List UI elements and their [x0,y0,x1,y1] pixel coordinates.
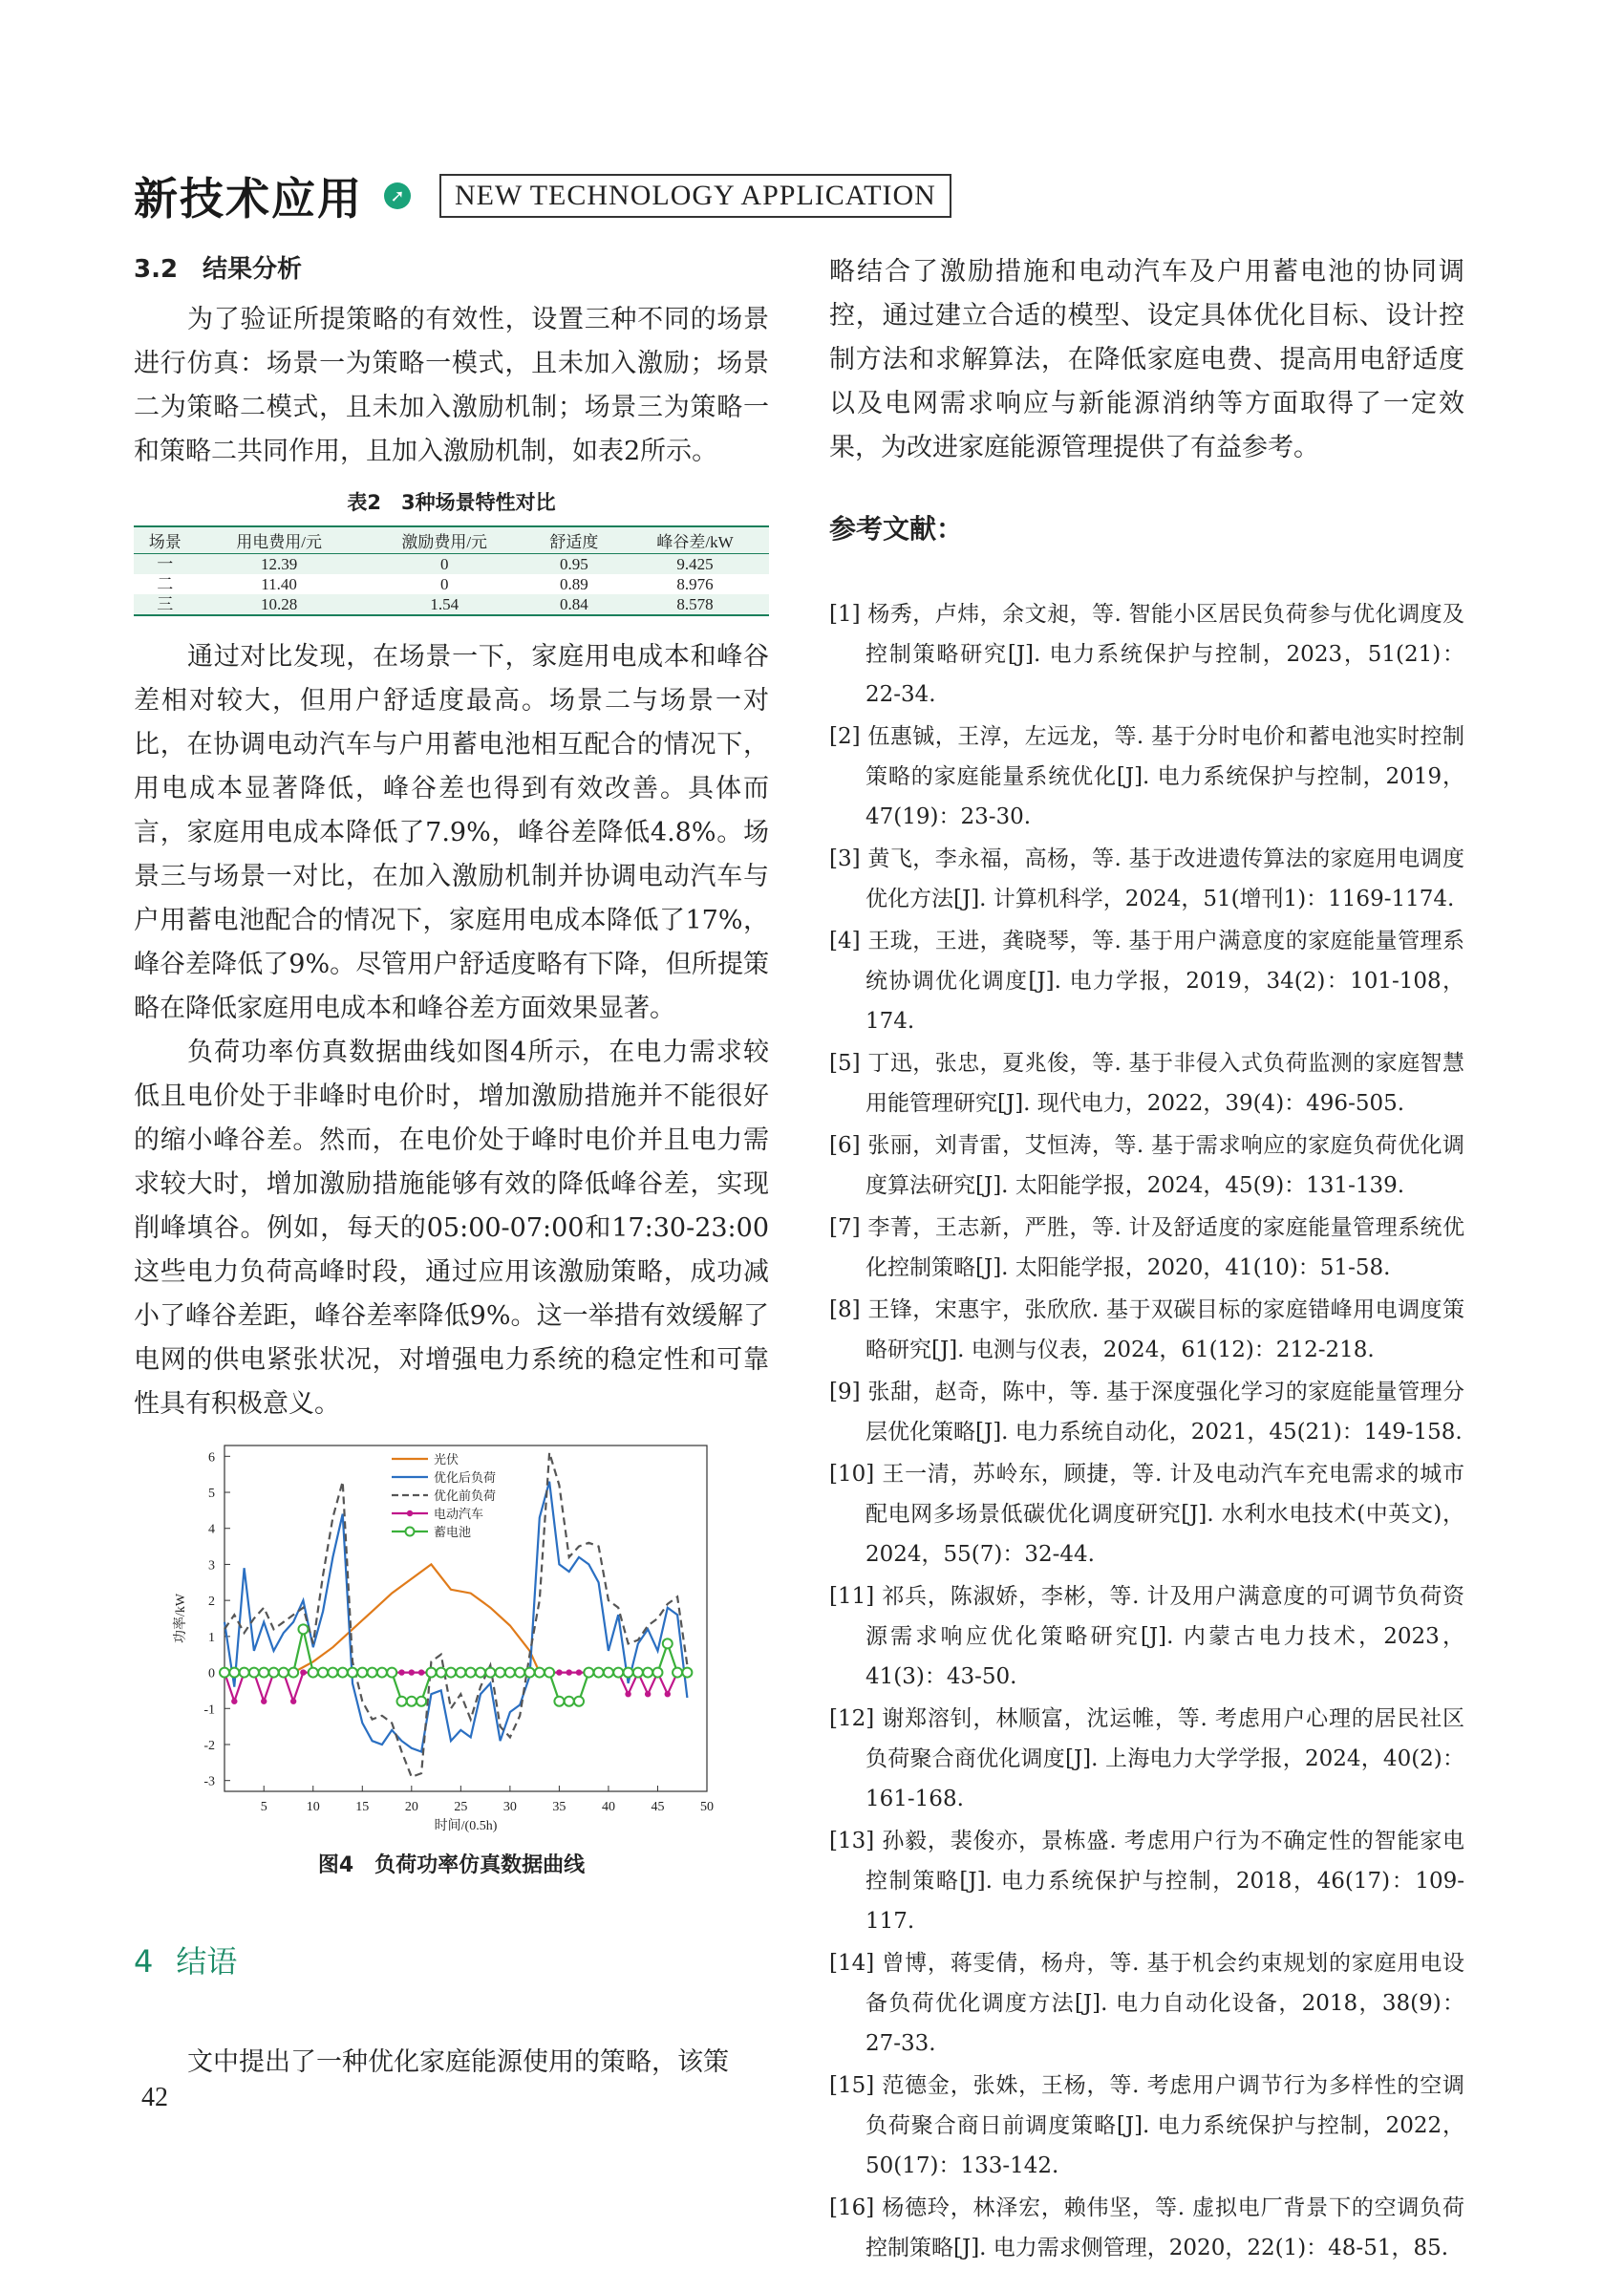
data-point [387,1668,396,1678]
data-point [261,1699,267,1704]
data-point [348,1668,357,1678]
legend-label: 优化前负荷 [434,1488,497,1503]
reference-item: [13] 孙毅，裴俊亦，景栋盛. 考虑用户行为不确定性的智能家电控制策略[J]. 电力系统保护与控制，2018，46(17)：109-117. [829,1829,1464,1934]
data-point [456,1668,465,1678]
y-tick-label: 2 [208,1595,215,1610]
data-point [318,1668,328,1678]
x-tick-label: 25 [454,1800,468,1814]
data-point [625,1691,630,1697]
table-cell: 二 [157,575,174,593]
data-point [566,1669,572,1675]
data-point [643,1668,652,1678]
data-point [584,1668,593,1678]
data-point [377,1668,387,1678]
right-column [829,250,1464,2270]
reference-item: [2] 伍惠铖，王淳，左远龙，等. 基于分时电价和蓄电池实时控制策略的家庭能量系统优化[J]. 电力系统保护与控制，2019，47(19)：23-30. [829,724,1464,829]
reference-item: [11] 祁兵，陈淑娇，李彬，等. 计及用户满意度的可调节负荷资源需求响应优化策略研究[J]. 内蒙古电力技术，2023，41(3)：43-50. [829,1584,1464,1689]
data-point [328,1668,337,1678]
reference-item: [3] 黄飞，李永福，高杨，等. 基于改进遗传算法的家庭用电调度优化方法[J]. 计算机科学，2024，51(增刊1)：1169-1174. [829,846,1464,911]
reference-item: [14] 曾博，蒋雯倩，杨舟，等. 基于机会约束规划的家庭用电设备负荷优化调度方法[J]. 电力自动化设备，2018，38(9)：27-33. [829,1951,1464,2056]
header [134,162,951,229]
data-point [407,1697,417,1706]
data-point [426,1668,436,1678]
data-point [576,1669,582,1675]
data-point [418,1669,424,1675]
paragraph: 通过对比发现，在场景一下，家庭用电成本和峰谷差相对较大，但用户舒适度最高。场景二与场景一对比，在协调电动汽车与户用蓄电池相互配合的情况下，用电成本显著降低，峰谷差也得到有效改善。具体而言，家庭用电成本降低了7.9%，峰谷差降低4.8%。场景三与场景一对比，在加入激励机制并协调电动汽车与户用蓄电池配合的情况下，家庭用电成本降低了17%，峰谷差降低了9%。尽管用户舒适度略有下降，但所提策略在降低家庭用电成本和峰谷差方面效果显著。 [134,642,769,1023]
table-cell: 10.28 [197,594,362,615]
x-tick-label: 45 [651,1800,665,1814]
y-tick-label: -3 [203,1774,215,1789]
reference-item: [15] 范德金，张姝，王杨，等. 考虑用户调节行为多样性的空调负荷聚合商日前调度策略[J]. 电力系统保护与控制，2022，50(17)：133-142. [829,2073,1464,2178]
table-cell: 三 [134,594,197,615]
reference-item: [16] 杨德玲，林泽宏，赖伟坚，等. 虚拟电厂背景下的空调负荷控制策略[J]. 电力需求侧管理，2020，22(1)：48-51，85. [829,2195,1464,2260]
reference-item: [4] 王珑，王进，龚晓琴，等. 基于用户满意度的家庭能量管理系统协调优化调度[J]. 电力学报，2019，34(2)：101-108，174. [829,929,1464,1034]
table-cell: 0.95 [527,554,621,575]
data-point [397,1697,407,1706]
data-point [554,1697,564,1706]
x-tick-label: 5 [260,1800,267,1814]
data-point [594,1668,604,1678]
data-point [515,1668,524,1678]
data-point [298,1624,308,1634]
legend-label: 优化后负荷 [434,1470,497,1485]
x-tick-label: 10 [306,1800,320,1814]
table-cell: 11.40 [261,575,297,593]
reference-item: [9] 张甜，赵奇，陈中，等. 基于深度强化学习的家庭能量管理分层优化策略[J]. 电力系统自动化，2021，45(21)：149-158. [829,1380,1464,1445]
table-cell: 0 [362,554,527,575]
table-cell: 8.578 [621,594,769,615]
data-point [249,1668,259,1678]
x-axis-label: 时间/(0.5h) [434,1819,498,1833]
section-number: 4 [134,1943,154,1980]
data-point [613,1668,623,1678]
data-point [288,1668,298,1678]
data-point [673,1668,682,1678]
legend-marker [407,1510,413,1516]
data-point [269,1668,279,1678]
data-point [545,1668,554,1678]
y-tick-label: -1 [203,1702,215,1718]
arrow-icon: ➚ [384,182,411,209]
conclusion-continued: 略结合了激励措施和电动汽车及户用蓄电池的协同调控，通过建立合适的模型、设定具体优化目标、设计控制方法和求解算法，在降低家庭电费、提高用电舒适度以及电网需求响应与新能源消纳等方面取得了一定效果，为改进家庭能源管理提供了有益参考。 [829,257,1464,462]
table-cell: 0 [439,575,449,593]
y-tick-label: 0 [208,1666,215,1681]
data-point [652,1668,662,1678]
table-row [134,594,769,615]
data-point [229,1668,239,1678]
reference-item: [8] 王锋，宋惠宇，张欣欣. 基于双碳目标的家庭错峰用电调度策略研究[J]. 电测与仪表，2024，61(12)：212-218. [829,1297,1464,1362]
table-scenario-comparison [134,525,769,616]
data-point [446,1668,456,1678]
data-point [309,1668,318,1678]
data-point [466,1668,476,1678]
table-row [134,574,769,594]
table-row [134,554,769,575]
table-cell: 0.84 [527,594,621,615]
reference-item: [1] 杨秀，卢炜，余文昶，等. 智能小区居民负荷参与优化调度及控制策略研究[J]. 电力系统保护与控制，2023，51(21)：22-34. [829,602,1464,707]
figure-caption: 图4 负荷功率仿真数据曲线 [317,1853,586,1877]
data-point [409,1669,415,1675]
legend-marker [406,1528,415,1536]
paragraph: 为了验证所提策略的有效性，设置三种不同的场景进行仿真：场景一为策略一模式，且未加入激励；场景二为策略二模式，且未加入激励机制；场景三为策略一和策略二共同作用，且加入激励机制，如表2所示。 [134,305,769,466]
table-header: 峰谷差/kW [621,526,769,554]
table-header: 用电费用/元 [197,526,362,554]
table-cell: 1.54 [362,594,527,615]
data-point [524,1668,534,1678]
x-tick-label: 35 [552,1800,566,1814]
table-header: 舒适度 [527,526,621,554]
data-point [665,1691,671,1697]
page-number: 42 [141,2083,168,2112]
header-title: 新技术应用 [134,173,363,225]
y-tick-label: 1 [208,1630,215,1645]
data-point [505,1668,515,1678]
references-title: 参考文献： [829,513,964,545]
paragraph: 负荷功率仿真数据曲线如图4所示，在电力需求较低且电价处于非峰时电价时，增加激励措施并不能很好的缩小峰谷差。然而，在电价处于峰时电价并且电力需求较大时，增加激励措施能够有效的降低峰谷差，实现削峰填谷。例如，每天的05:00-07:00和17:30-23:00这些电力负荷高峰时段，通过应用该激励策略，成功减小了峰谷差距，峰谷差率降低9%。这一举措有效缓解了电网的供电紧张状况，对增强电力系统的稳定性和可靠性具有积极意义。 [134,1038,769,1419]
reference-item: [10] 王一清，苏岭东，顾捷，等. 计及电动汽车充电需求的城市配电网多场景低碳优化调度研究[J]. 水利水电技术(中英文)，2024，55(7)：32-44. [829,1462,1464,1567]
y-tick-label: 6 [208,1450,215,1466]
y-axis-label: 功率/kW [174,1593,188,1644]
data-point [398,1669,404,1675]
section-4-title: 结语 [176,1943,238,1980]
data-point [633,1668,643,1678]
y-tick-label: -2 [203,1738,215,1753]
reference-item: [7] 李菁，王志新，严胜，等. 计及舒适度的家庭能量管理系统优化控制策略[J]. 太阳能学报，2020，41(10)：51-58. [829,1215,1464,1280]
data-point [290,1699,296,1704]
y-tick-label: 4 [208,1522,215,1537]
reference-item: [12] 谢郑溶钊，林顺富，沈运帷，等. 考虑用户心理的居民社区负荷聚合商优化调度[J]. 上海电力大学学报，2024，40(2)：161-168. [829,1706,1464,1811]
data-point [368,1668,377,1678]
load-power-chart [134,1440,769,1841]
header-english-title: NEW TECHNOLOGY APPLICATION [439,174,951,218]
data-point [535,1668,545,1678]
data-point [604,1668,613,1678]
x-tick-label: 30 [502,1800,517,1814]
data-point [437,1668,446,1678]
legend-label: 光伏 [434,1452,459,1467]
table-cell: 0.89 [560,575,588,593]
data-point [645,1691,651,1697]
data-point [417,1697,426,1706]
table-header: 场景 [134,526,197,554]
conclusion-paragraph: 文中提出了一种优化家庭能源使用的策略，该策 [187,2047,729,2077]
left-column [134,250,769,2085]
table-cell: 一 [134,554,197,575]
figure-4 [134,1440,769,1841]
reference-item: [5] 丁迅，张忠，夏兆俊，等. 基于非侵入式负荷监测的家庭智慧用能管理研究[J]. 现代电力，2022，39(4)：496-505. [829,1051,1464,1116]
data-point [682,1668,692,1678]
data-point [259,1668,268,1678]
data-point [476,1668,485,1678]
y-tick-label: 3 [208,1558,215,1574]
table-caption: 表2 3种场景特性对比 [347,491,556,514]
data-point [231,1699,237,1704]
table-header: 激励费用/元 [362,526,527,554]
references-list [829,594,1464,2268]
data-point [496,1668,505,1678]
legend-label: 蓄电池 [434,1525,472,1539]
reference-item: [6] 张丽，刘青雷，艾恒涛，等. 基于需求响应的家庭负荷优化调度算法研究[J]. 太阳能学报，2024，45(9)：131-139. [829,1133,1464,1198]
table-cell: 12.39 [197,554,362,575]
section-title: 3.2 结果分析 [134,255,303,284]
legend-label: 电动汽车 [434,1507,484,1521]
data-point [556,1669,562,1675]
x-tick-label: 40 [601,1800,615,1814]
table-cell: 9.425 [621,554,769,575]
table-cell: 8.976 [676,575,714,593]
data-point [574,1697,584,1706]
data-point [300,1669,306,1675]
section-4-heading [134,1938,769,1981]
data-point [485,1668,495,1678]
y-tick-label: 5 [208,1487,215,1502]
data-point [357,1668,367,1678]
data-point [624,1668,633,1678]
x-tick-label: 20 [404,1800,418,1814]
data-point [279,1668,288,1678]
x-tick-label: 50 [700,1800,714,1814]
data-point [338,1668,348,1678]
data-point [663,1638,673,1648]
x-tick-label: 15 [355,1800,370,1814]
data-point [220,1668,229,1678]
table-header-row [134,526,769,554]
data-point [565,1697,574,1706]
data-point [240,1668,249,1678]
